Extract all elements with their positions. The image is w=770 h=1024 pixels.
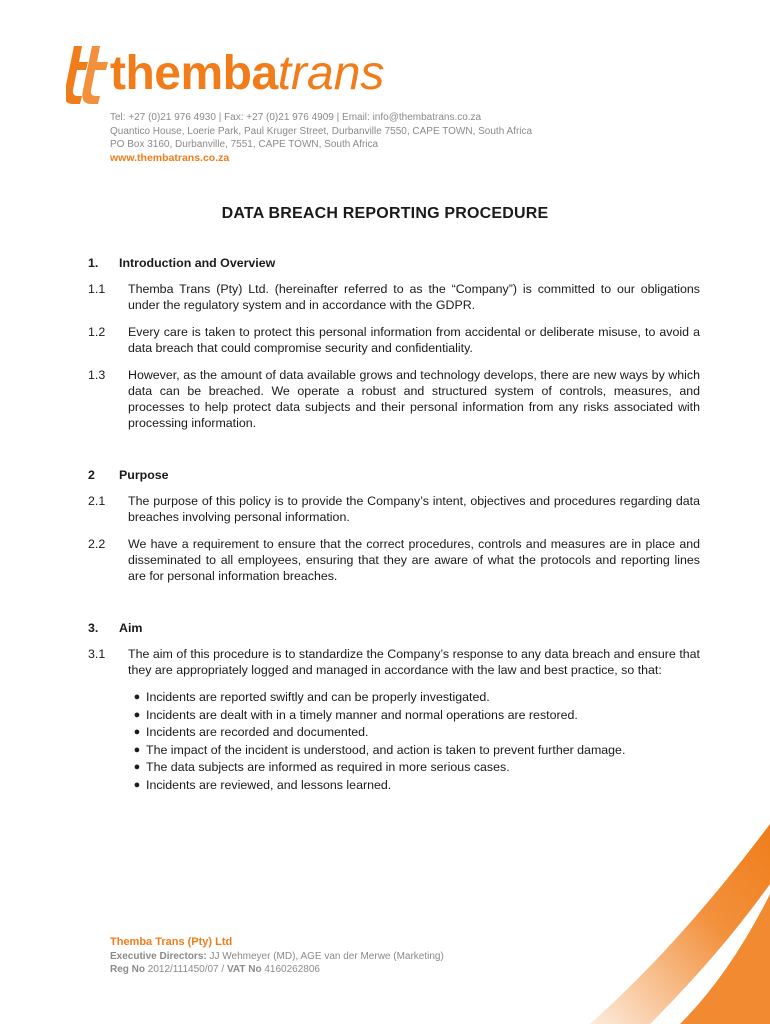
bullet-icon: ●: [133, 708, 141, 721]
section-heading: [88, 620, 700, 636]
paragraph: [88, 324, 700, 356]
paragraph-number: 2.1: [88, 494, 106, 508]
list-item-text: Incidents are recorded and documented.: [146, 725, 369, 739]
bullet-icon: ●: [133, 743, 141, 756]
bullet-icon: ●: [133, 691, 141, 703]
paragraph: [88, 536, 700, 584]
paragraph-text: However, as the amount of data available grows and technology develops, there are new ways by which data can be breached. We operate a robust and structured system of controls, measures, and processes to help protect data subjects and their personal information from any risks associated with processing information.: [128, 368, 700, 430]
list-item: [128, 707, 700, 725]
letterhead-footer: [110, 935, 444, 976]
logo-wordmark-light: trans: [277, 47, 385, 100]
section-heading: [88, 255, 700, 271]
paragraph-number: 3.1: [88, 647, 106, 661]
footer-vat-label: VAT No: [226, 964, 262, 975]
paragraph: [88, 367, 700, 431]
list-item: [128, 724, 700, 742]
list-item-text: Incidents are dealt with in a timely manner and normal operations are restored.: [146, 707, 578, 722]
paragraph-text: The aim of this procedure is to standardize the Company’s response to any data breach and ensure that they are appropriately logged and managed in accordance with the law and best practice, so that:: [128, 647, 700, 677]
document-body: [88, 255, 700, 794]
footer-directors-value: JJ Wehmeyer (MD), AGE van der Merwe (Marketing): [209, 951, 444, 962]
list-item-text: Incidents are reviewed, and lessons learned.: [146, 777, 392, 792]
footer-reg-value: 2012/111450/07: [147, 964, 219, 975]
paragraph-text: The purpose of this policy is to provide the Company’s intent, objectives and procedures regarding data breaches involving personal information.: [128, 494, 700, 524]
company-logo-icon: [66, 44, 110, 104]
section-heading: [88, 467, 700, 483]
address-line: Quantico House, Loerie Park, Paul Kruger Street, Durbanville 7550, CAPE TOWN, South Africa: [110, 125, 533, 137]
list-item: [128, 742, 700, 760]
logo-wordmark-bold: themba: [110, 47, 278, 100]
corner-swoosh-icon: [530, 824, 770, 1024]
paragraph-number: 1.1: [88, 282, 106, 296]
letterhead-contact-block: [110, 111, 532, 165]
footer-registration: Reg No 2012/111450/07 / VAT No 4160262806: [110, 964, 320, 975]
paragraph: [88, 646, 700, 678]
paragraph-text: We have a requirement to ensure that the correct procedures, controls and measures are in place and disseminated to all employees, ensuring that they are aware of what the protocols and reporting lines are for personal information breaches.: [128, 537, 700, 583]
section-number: 2: [88, 468, 95, 482]
list-item: [128, 689, 700, 707]
footer-reg-label: Reg No: [110, 964, 145, 975]
footer-company-name: Themba Trans (Pty) Ltd: [110, 936, 233, 948]
section-number: 1.: [88, 256, 99, 270]
section-title: Purpose: [119, 468, 169, 482]
footer-vat-value: 4160262806: [264, 964, 320, 975]
list-item: [128, 777, 700, 795]
section-title: Introduction and Overview: [119, 256, 276, 270]
list-item-text: The data subjects are informed as required in more serious cases.: [146, 760, 510, 774]
section-number: 3.: [88, 621, 99, 635]
list-item-text: Incidents are reported swiftly and can be properly investigated.: [146, 690, 490, 704]
paragraph-text: Every care is taken to protect this personal information from accidental or deliberate misuse, to avoid a data breach that could compromise security and confidentiality.: [128, 325, 700, 355]
logo-wordmark: [110, 46, 384, 102]
bullet-list: [128, 689, 700, 794]
paragraph-number: 2.2: [88, 537, 106, 551]
paragraph-text: Themba Trans (Pty) Ltd. (hereinafter referred to as the “Company”) is committed to our obligations under the regulatory system and in accordance with the GDPR.: [128, 282, 700, 312]
paragraph: [88, 281, 700, 313]
document-title: DATA BREACH REPORTING PROCEDURE: [221, 205, 549, 222]
section-title: Aim: [119, 621, 143, 635]
paragraph: [88, 493, 700, 525]
website-link[interactable]: www.thembatrans.co.za: [110, 151, 230, 164]
bullet-icon: ●: [133, 726, 141, 738]
list-item-text: The impact of the incident is understood, and action is taken to prevent further damage.: [146, 742, 626, 757]
paragraph-number: 1.2: [88, 325, 106, 339]
footer-directors-label: Executive Directors:: [110, 951, 207, 962]
bullet-icon: ●: [133, 761, 141, 773]
paragraph-number: 1.3: [88, 368, 106, 382]
po-box-line: PO Box 3160, Durbanville, 7551, CAPE TOWN, South Africa: [110, 139, 379, 150]
bullet-icon: ●: [133, 778, 141, 791]
footer-directors: [110, 950, 444, 963]
contact-line: Tel: +27 (0)21 976 4930 | Fax: +27 (0)21 976 4909 | Email: info@thembatrans.co.za: [110, 112, 482, 123]
list-item: [128, 759, 700, 777]
